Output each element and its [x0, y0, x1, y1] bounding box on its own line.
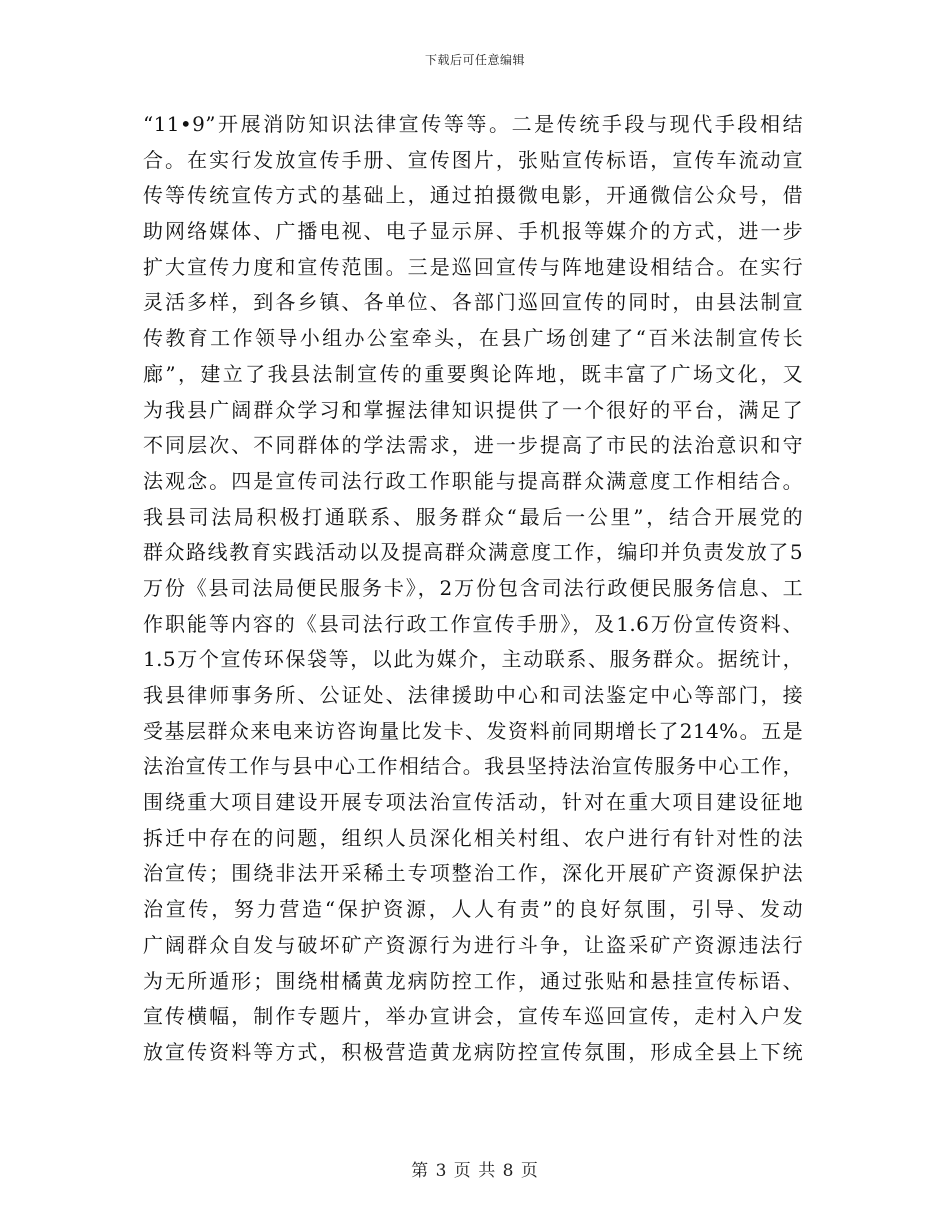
header-note: 下载后可任意编辑 [424, 53, 525, 67]
text-line: 为无所遁形；围绕柑橘黄龙病防控工作，通过张贴和悬挂宣传标语、 [143, 968, 803, 993]
body-text [143, 107, 803, 1071]
text-line: 传教育工作领导小组办公室牵头，在县广场创建了“百米法制宣传长 [143, 326, 803, 351]
page-number: 第 3 页 共 8 页 [411, 1161, 539, 1181]
text-line: 传等传统宣传方式的基础上，通过拍摄微电影，开通微信公众号，借 [143, 183, 803, 208]
text-line: 治宣传，努力营造“保护资源，人人有责”的良好氛围，引导、发动 [143, 897, 803, 922]
text-line: 廊”，建立了我县法制宣传的重要舆论阵地，既丰富了广场文化，又 [143, 361, 803, 386]
text-line: 为我县广阔群众学习和掌握法律知识提供了一个很好的平台，满足了 [143, 397, 803, 422]
text-line: 我县司法局积极打通联系、服务群众“最后一公里”，结合开展党的 [143, 504, 803, 529]
text-line: 广阔群众自发与破坏矿产资源行为进行斗争，让盗采矿产资源违法行 [143, 932, 803, 957]
text-line: 扩大宣传力度和宣传范围。三是巡回宣传与阵地建设相结合。在实行 [143, 254, 803, 279]
text-line: 不同层次、不同群体的学法需求，进一步提高了市民的法治意识和守 [143, 433, 803, 458]
text-line: 助网络媒体、广播电视、电子显示屏、手机报等媒介的方式，进一步 [143, 219, 803, 244]
text-line: 围绕重大项目建设开展专项法治宣传活动，针对在重大项目建设征地 [143, 790, 803, 815]
text-line: 宣传横幅，制作专题片，举办宣讲会，宣传车巡回宣传，走村入户发 [143, 1004, 803, 1029]
text-line: 作职能等内容的《县司法行政工作宣传手册》，及1.6万份宣传资料、 [143, 611, 803, 636]
text-line: 合。在实行发放宣传手册、宣传图片，张贴宣传标语，宣传车流动宣 [143, 147, 803, 172]
text-line: 群众路线教育实践活动以及提高群众满意度工作，编印并负责发放了5 [143, 540, 803, 565]
text-line: 万份《县司法局便民服务卡》，2万份包含司法行政便民服务信息、工 [143, 575, 803, 600]
text-line: 我县律师事务所、公证处、法律援助中心和司法鉴定中心等部门，接 [143, 683, 803, 707]
text-line: 法观念。四是宣传司法行政工作职能与提高群众满意度工作相结合。 [143, 468, 803, 493]
text-line: “11•9”开展消防知识法律宣传等等。二是传统手段与现代手段相结 [143, 112, 803, 136]
text-line: 受基层群众来电来访咨询量比发卡、发资料前同期增长了214%。五是 [143, 718, 803, 743]
text-line: 拆迁中存在的问题，组织人员深化相关村组、农户进行有针对性的法 [143, 825, 803, 850]
text-line: 1.5万个宣传环保袋等，以此为媒介，主动联系、服务群众。据统计， [143, 647, 803, 672]
text-line: 灵活多样，到各乡镇、各单位、各部门巡回宣传的同时，由县法制宣 [143, 290, 803, 315]
text-line: 治宣传；围绕非法开采稀土专项整治工作，深化开展矿产资源保护法 [143, 861, 803, 886]
text-line: 放宣传资料等方式，积极营造黄龙病防控宣传氛围，形成全县上下统 [143, 1039, 803, 1064]
text-line: 法治宣传工作与县中心工作相结合。我县坚持法治宣传服务中心工作， [143, 754, 803, 779]
